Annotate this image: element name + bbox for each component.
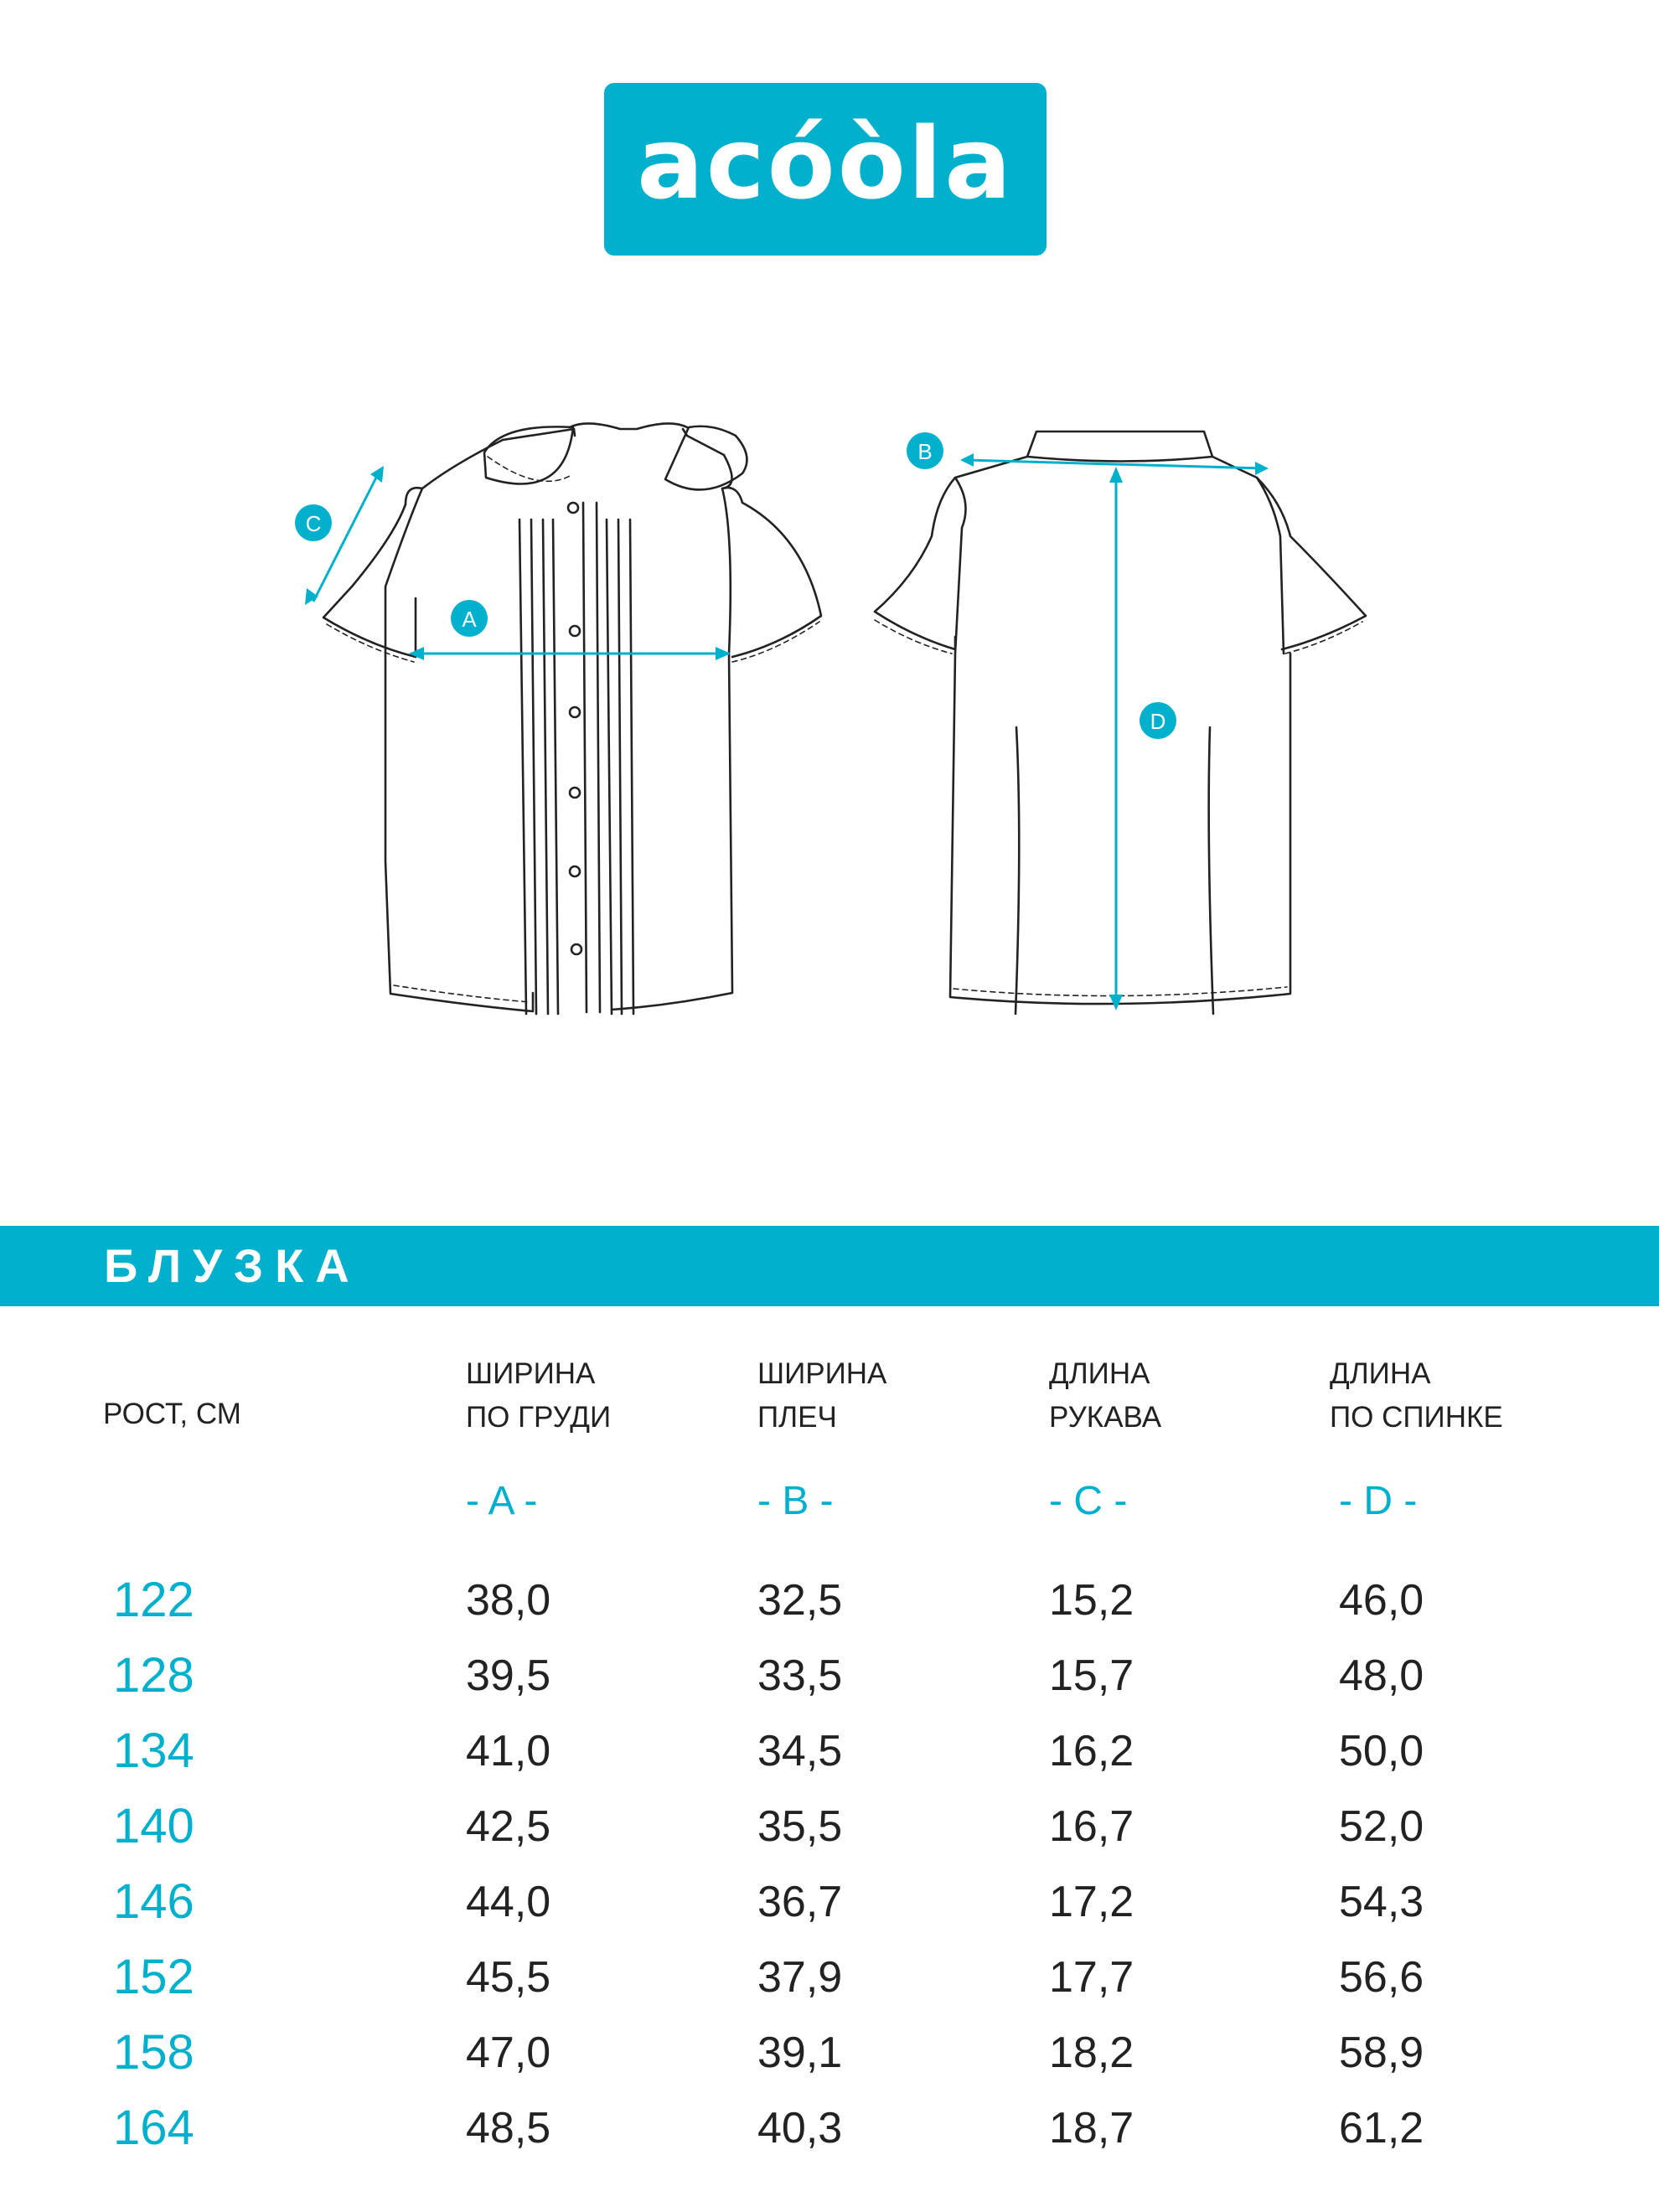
svg-text:A: A xyxy=(462,607,477,632)
column-header-line: ШИРИНА xyxy=(757,1357,887,1390)
column-header-c xyxy=(1049,1352,1161,1439)
measurement-cell: 17,2 xyxy=(1049,1878,1134,1926)
column-header-a xyxy=(466,1352,611,1439)
size-value: 164 xyxy=(113,2101,194,2155)
measurement-cell: 61,2 xyxy=(1339,2104,1424,2153)
measurement-cell: 39,1 xyxy=(757,2029,843,2077)
column-letter-c: - C - xyxy=(1049,1479,1128,1523)
product-title: БЛУЗКА xyxy=(104,1239,361,1292)
row-header-label: РОСТ, СМ xyxy=(103,1398,241,1430)
measurement-cell: 40,3 xyxy=(757,2104,843,2153)
column-header-line: ПО СПИНКЕ xyxy=(1330,1401,1503,1434)
column-letter-d: - D - xyxy=(1339,1479,1418,1523)
garment-diagram xyxy=(285,411,1391,1031)
brand-logo-text: acóòla xyxy=(637,106,1014,221)
column-header-line: ДЛИНА xyxy=(1330,1357,1431,1390)
front-view xyxy=(323,423,821,1014)
column-letter-a: - A - xyxy=(466,1479,538,1523)
brand-logo xyxy=(604,83,1047,256)
size-value: 158 xyxy=(113,2025,194,2080)
measurement-cell: 35,5 xyxy=(757,1802,843,1851)
measurement-cell: 16,2 xyxy=(1049,1727,1134,1775)
svg-text:B: B xyxy=(917,439,933,464)
size-value: 128 xyxy=(113,1648,194,1703)
measurement-cell: 48,0 xyxy=(1339,1651,1424,1700)
measurement-cell: 16,7 xyxy=(1049,1802,1134,1851)
measurement-cell: 18,7 xyxy=(1049,2104,1134,2153)
measurement-cell: 15,2 xyxy=(1049,1576,1134,1625)
measurement-cell: 41,0 xyxy=(466,1727,551,1775)
measurement-cell: 45,5 xyxy=(466,1953,551,2002)
measurement-cell: 42,5 xyxy=(466,1802,551,1851)
column-header-b xyxy=(757,1352,886,1439)
column-letter-b: - B - xyxy=(757,1479,834,1523)
size-value: 146 xyxy=(113,1874,194,1929)
measurement-cell: 54,3 xyxy=(1339,1878,1424,1926)
size-value: 134 xyxy=(113,1724,194,1778)
measurement-cell: 15,7 xyxy=(1049,1651,1134,1700)
measurement-cell: 48,5 xyxy=(466,2104,551,2153)
svg-text:C: C xyxy=(305,511,322,536)
column-header-d xyxy=(1330,1352,1503,1439)
back-view xyxy=(875,432,1366,1014)
measurement-cell: 38,0 xyxy=(466,1576,551,1625)
measurement-cell: 18,2 xyxy=(1049,2029,1134,2077)
size-value: 152 xyxy=(113,1950,194,2004)
column-header-line: РУКАВА xyxy=(1049,1401,1162,1434)
marker-d xyxy=(1140,702,1176,739)
measurement-cell: 47,0 xyxy=(466,2029,551,2077)
marker-c xyxy=(295,504,332,541)
column-header-line: ПЛЕЧ xyxy=(757,1401,837,1434)
marker-b xyxy=(907,432,943,469)
measurement-cell: 58,9 xyxy=(1339,2029,1424,2077)
measurement-cell: 39,5 xyxy=(466,1651,551,1700)
measurement-cell: 52,0 xyxy=(1339,1802,1424,1851)
marker-a xyxy=(451,600,488,637)
measurement-cell: 34,5 xyxy=(757,1727,843,1775)
column-header-line: ДЛИНА xyxy=(1049,1357,1150,1390)
measurement-cell: 44,0 xyxy=(466,1878,551,1926)
section-title-band xyxy=(0,1226,1659,1306)
measurement-cell: 32,5 xyxy=(757,1576,843,1625)
measurement-cell: 50,0 xyxy=(1339,1727,1424,1775)
column-header-line: ШИРИНА xyxy=(466,1357,596,1390)
size-value: 122 xyxy=(113,1573,194,1627)
measurement-cell: 36,7 xyxy=(757,1878,843,1926)
measurement-cell: 33,5 xyxy=(757,1651,843,1700)
svg-text:D: D xyxy=(1150,709,1166,734)
measurement-cell: 17,7 xyxy=(1049,1953,1134,2002)
column-header-line: ПО ГРУДИ xyxy=(466,1401,612,1434)
measurement-cell: 37,9 xyxy=(757,1953,843,2002)
measurement-cell: 46,0 xyxy=(1339,1576,1424,1625)
size-value: 140 xyxy=(113,1799,194,1853)
row-header xyxy=(103,1393,241,1436)
measurement-cell: 56,6 xyxy=(1339,1953,1424,2002)
